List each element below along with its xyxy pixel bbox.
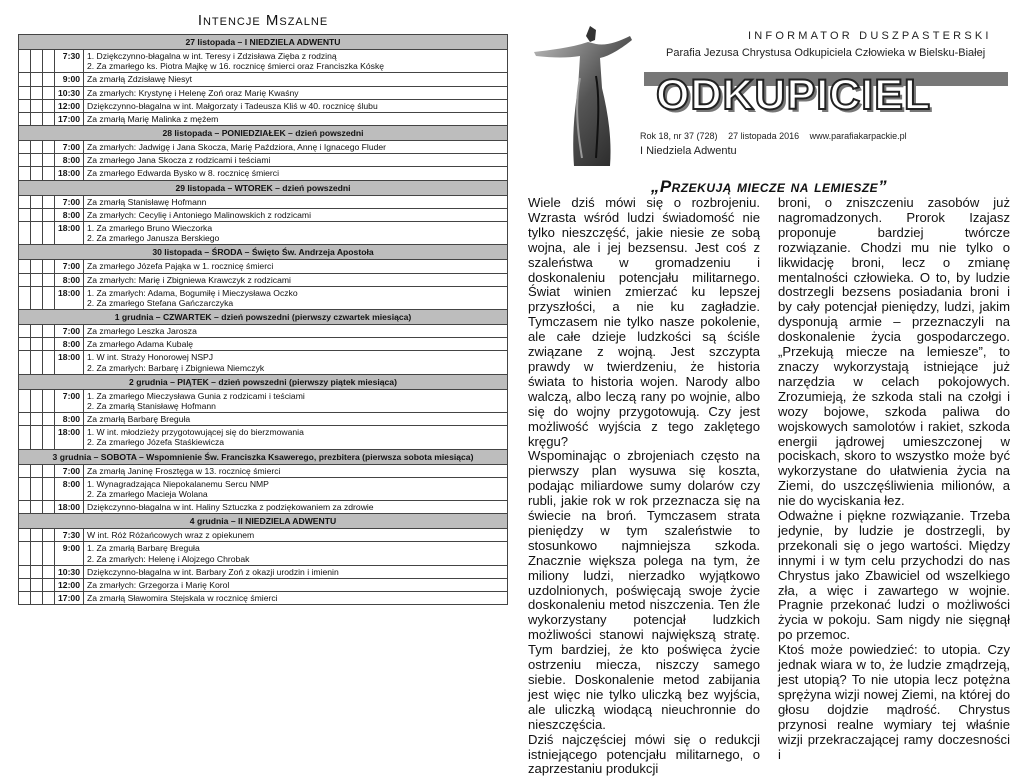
blank-cell bbox=[43, 86, 55, 99]
intention-row bbox=[19, 389, 508, 412]
blank-cell bbox=[43, 112, 55, 125]
intention-text: 1. Za zmarłych: Adama, Bogumiłę i Mieczysława Oczko 2. Za zmarłego Stefana Gańczarczyka bbox=[84, 286, 508, 309]
intention-text: Za zmarłą Janinę Frosztęga w 13. rocznicę śmierci bbox=[84, 464, 508, 477]
blank-cell bbox=[19, 167, 31, 180]
article-paragraph: Odważne i piękne rozwiązanie. Trzeba jedynie, by ludzie je dostrzegli, by przekonali się o jego wartości. Między innymi i w tym celu przychodzi do nas Chrystus jako Zbawiciel od wszelkiego zła, a więc i zawartego w wojnie. Pragnie przekonać ludzi o możliwości życia w pokoju. Sam nigdy nie sięgnął po przemoc. bbox=[778, 508, 1010, 643]
intention-row bbox=[19, 542, 508, 565]
intention-text: Za zmarłego Adama Kubalę bbox=[84, 338, 508, 351]
sunday-name: I Niedziela Adwentu bbox=[640, 145, 737, 157]
mass-time: 10:30 bbox=[55, 565, 84, 578]
day-header-row bbox=[19, 180, 508, 195]
blank-cell bbox=[43, 195, 55, 208]
blank-cell bbox=[31, 221, 43, 244]
newsletter-logo: ODKUPICIEL bbox=[656, 71, 932, 119]
intention-row bbox=[19, 413, 508, 426]
intention-row bbox=[19, 565, 508, 578]
mass-time: 12:00 bbox=[55, 99, 84, 112]
blank-cell bbox=[31, 273, 43, 286]
blank-cell bbox=[19, 86, 31, 99]
article-column-2 bbox=[778, 196, 1010, 777]
intention-text: Za zmarłą Zdzisławę Niesyt bbox=[84, 73, 508, 86]
day-header: 4 grudnia – II NIEDZIELA ADWENTU bbox=[19, 514, 508, 529]
blank-cell bbox=[31, 195, 43, 208]
intention-row bbox=[19, 286, 508, 309]
day-header: 29 listopada – WTOREK – dzień powszedni bbox=[19, 180, 508, 195]
blank-cell bbox=[19, 477, 31, 500]
blank-cell bbox=[31, 351, 43, 374]
article-paragraph: broni, o zniszczeniu zasobów już nagromadzonych. Prorok Izajasz proponuje bardziej twórcze rozwiązanie. Chodzi mu nie tylko o likwidację broni, lecz o zmianę mentalności człowieka. O to, by ludzie dostrzegli bezsens posiadania broni i by cały potencjał pieniędzy, ludzi, jakim dysponują armie – przeznaczyli na doskonalenie życia gospodarczego. „Przekują miecze na lemiesze”, to znaczy wykorzystają istniejące już narzędzia w celach pokojowych. Zrozumieją, że szkoda stali na czołgi i wozy bojowe, szkoda paliwa do wojskowych samolotów i rakiet, szkoda energii jądrowej umieszczonej w pociskach, skoro to wszystko może być wykorzystane do ułatwienia życia na Ziemi, do uszczęśliwienia milionów, a nie do wyciskania łez. bbox=[778, 195, 1010, 509]
mass-time: 7:30 bbox=[55, 50, 84, 73]
mass-time: 7:00 bbox=[55, 464, 84, 477]
blank-cell bbox=[43, 464, 55, 477]
mass-time: 9:00 bbox=[55, 542, 84, 565]
blank-cell bbox=[43, 50, 55, 73]
intention-text: Za zmarłego Józefa Pająka w 1. rocznicę śmierci bbox=[84, 260, 508, 273]
blank-cell bbox=[31, 501, 43, 514]
blank-cell bbox=[31, 73, 43, 86]
mass-time: 18:00 bbox=[55, 167, 84, 180]
blank-cell bbox=[19, 208, 31, 221]
intention-row bbox=[19, 195, 508, 208]
intention-row bbox=[19, 464, 508, 477]
article-paragraph: Dziś najczęściej mówi się o redukcji istniejącego potencjału militarnego, o zaprzestaniu produkcji bbox=[528, 731, 760, 777]
blank-cell bbox=[43, 413, 55, 426]
intention-row bbox=[19, 325, 508, 338]
intention-text: 1. Dziękczynno-błagalna w int. Teresy i Zdzisława Zięba z rodziną 2. Za zmarłego ks. Piotra Majkę w 16. rocznicę śmierci oraz Franciszka Kóskę bbox=[84, 50, 508, 73]
intention-text: Za zmarłą Sławomira Stejskala w rocznicę śmierci bbox=[84, 592, 508, 605]
day-header-row bbox=[19, 35, 508, 50]
intention-row bbox=[19, 221, 508, 244]
issue-number: Rok 18, nr 37 (728) bbox=[640, 131, 718, 141]
blank-cell bbox=[19, 221, 31, 244]
blank-cell bbox=[43, 286, 55, 309]
day-header-row bbox=[19, 245, 508, 260]
blank-cell bbox=[43, 325, 55, 338]
blank-cell bbox=[43, 221, 55, 244]
mass-time: 7:00 bbox=[55, 260, 84, 273]
blank-cell bbox=[43, 167, 55, 180]
blank-cell bbox=[31, 50, 43, 73]
intention-text: Za zmarłą Marię Malinka z mężem bbox=[84, 112, 508, 125]
mass-time: 8:00 bbox=[55, 338, 84, 351]
blank-cell bbox=[43, 273, 55, 286]
schedule-table bbox=[18, 34, 508, 605]
intention-text: Za zmarłych: Grzegorza i Marię Korol bbox=[84, 578, 508, 591]
blank-cell bbox=[43, 351, 55, 374]
blank-cell bbox=[43, 529, 55, 542]
intention-text: Dziękczynno-błagalna w int. Haliny Sztuczka z podziękowaniem za zdrowie bbox=[84, 501, 508, 514]
article-column-1 bbox=[528, 196, 760, 777]
intention-text: Za zmarłego Leszka Jarosza bbox=[84, 325, 508, 338]
blank-cell bbox=[19, 338, 31, 351]
intention-text: Za zmarłych: Marię i Zbigniewa Krawczyk z rodzicami bbox=[84, 273, 508, 286]
blank-cell bbox=[31, 464, 43, 477]
intention-text: 1. W int. młodzieży przygotowującej się do bierzmowania 2. Za zmarłego Józefa Staśkiewicza bbox=[84, 426, 508, 449]
intention-text: Dziękczynno-błagalna w int. Małgorzaty i Tadeusza Kliś w 40. rocznicę ślubu bbox=[84, 99, 508, 112]
mass-time: 18:00 bbox=[55, 286, 84, 309]
mass-time: 8:00 bbox=[55, 208, 84, 221]
parish-name: Parafia Jezusa Chrystusa Odkupiciela Człowieka w Bielsku-Białej bbox=[666, 47, 986, 59]
blank-cell bbox=[19, 195, 31, 208]
blank-cell bbox=[19, 286, 31, 309]
intention-row bbox=[19, 208, 508, 221]
mass-time: 7:30 bbox=[55, 529, 84, 542]
article-body bbox=[528, 196, 1010, 777]
intention-row bbox=[19, 592, 508, 605]
blank-cell bbox=[19, 501, 31, 514]
mass-intentions-section bbox=[18, 8, 508, 605]
blank-cell bbox=[19, 592, 31, 605]
blank-cell bbox=[31, 426, 43, 449]
day-header: 1 grudnia – CZWARTEK – dzień powszedni (pierwszy czwartek miesiąca) bbox=[19, 309, 508, 324]
intention-text: 1. Wynagradzająca Niepokalanemu Sercu NMP 2. Za zmarłego Macieja Wolana bbox=[84, 477, 508, 500]
day-header: 28 listopada – PONIEDZIAŁEK – dzień powszedni bbox=[19, 125, 508, 140]
intention-row bbox=[19, 50, 508, 73]
blank-cell bbox=[43, 99, 55, 112]
mass-time: 8:00 bbox=[55, 477, 84, 500]
mass-time: 7:00 bbox=[55, 141, 84, 154]
intention-row bbox=[19, 501, 508, 514]
intention-row bbox=[19, 578, 508, 591]
intention-row bbox=[19, 426, 508, 449]
intention-row bbox=[19, 338, 508, 351]
blank-cell bbox=[19, 464, 31, 477]
blank-cell bbox=[31, 286, 43, 309]
blank-cell bbox=[31, 389, 43, 412]
blank-cell bbox=[19, 273, 31, 286]
newsletter-front bbox=[528, 10, 1010, 777]
blank-cell bbox=[19, 99, 31, 112]
intention-text: W int. Róż Różańcowych wraz z opiekunem bbox=[84, 529, 508, 542]
intention-text: Za zmarłą Barbarę Breguła bbox=[84, 413, 508, 426]
intention-row bbox=[19, 86, 508, 99]
blank-cell bbox=[31, 592, 43, 605]
blank-cell bbox=[19, 413, 31, 426]
blank-cell bbox=[31, 477, 43, 500]
intention-row bbox=[19, 73, 508, 86]
blank-cell bbox=[19, 73, 31, 86]
blank-cell bbox=[19, 389, 31, 412]
mass-time: 8:00 bbox=[55, 154, 84, 167]
blank-cell bbox=[31, 154, 43, 167]
website-link[interactable]: www.parafiakarpackie.pl bbox=[809, 131, 907, 141]
day-header-row bbox=[19, 374, 508, 389]
mass-time: 12:00 bbox=[55, 578, 84, 591]
blank-cell bbox=[31, 413, 43, 426]
blank-cell bbox=[43, 592, 55, 605]
mass-time: 10:30 bbox=[55, 86, 84, 99]
day-header-row bbox=[19, 449, 508, 464]
blank-cell bbox=[19, 141, 31, 154]
intention-text: Za zmarłych: Jadwigę i Jana Skocza, Marię Paździora, Annę i Ignacego Fluder bbox=[84, 141, 508, 154]
intention-text: 1. Za zmarłego Mieczysława Gunia z rodzicami i teściami 2. Za zmarłą Stanisławę Hofmann bbox=[84, 389, 508, 412]
mass-time: 18:00 bbox=[55, 221, 84, 244]
blank-cell bbox=[19, 426, 31, 449]
blank-cell bbox=[19, 529, 31, 542]
blank-cell bbox=[31, 578, 43, 591]
article-title: „Przekują miecze na lemiesze” bbox=[650, 177, 888, 196]
blank-cell bbox=[31, 112, 43, 125]
mass-time: 8:00 bbox=[55, 273, 84, 286]
blank-cell bbox=[19, 154, 31, 167]
intention-text: Dziękczynno-błagalna w int. Barbary Zoń z okazji urodzin i imienin bbox=[84, 565, 508, 578]
intention-text: Za zmarłą Stanisławę Hofmann bbox=[84, 195, 508, 208]
intention-text: 1. W int. Straży Honorowej NSPJ 2. Za zmarłych: Barbarę i Zbigniewa Niemczyk bbox=[84, 351, 508, 374]
day-header-row bbox=[19, 125, 508, 140]
mass-time: 7:00 bbox=[55, 195, 84, 208]
blank-cell bbox=[19, 351, 31, 374]
intention-row bbox=[19, 477, 508, 500]
intention-row bbox=[19, 141, 508, 154]
blank-cell bbox=[31, 167, 43, 180]
blank-cell bbox=[19, 260, 31, 273]
article-paragraph: Ktoś może powiedzieć: to utopia. Czy jednak wiara w to, że ludzie zmądrzeją, jest utopią? To nie utopia lecz potężna sprężyna wizji nowej Ziemi, na której do głosu dojdzie mądrość. Chrystus przynosi realne wymiary tej właśnie wizji przekraczającej ramy doczesności i bbox=[778, 642, 1010, 762]
article-paragraph: Wspominając o zbrojeniach często na pierwszy plan wysuwa się koszta, podając miliardowe sumy dolarów czy rubli, jakie rok w rok przeznacza się na świecie na broń. Tymczasem strata pieniędzy w tym szaleństwie to stosunkowo najmniejsza szkoda. Znacznie większa polega na tym, że miliony ludzi, nierzadko wyjątkowo uzdolnionych, poświęcają swoje życie doskonaleniu metod niszczenia. Ten źle wykorzystany potencjał ludzkich możliwości stanowi największą stratę. Tym bardziej, że kto poświęca życie ostrzeniu miecza, niszczy samego siebie. Doskonalenie metod zabijania jest więc nie tylko uliczką bez wyjścia, ale uliczką wiodącą nieuchronnie do nieszczęścia. bbox=[528, 448, 760, 732]
day-header: 30 listopada – ŚRODA – Święto Św. Andrzeja Apostoła bbox=[19, 245, 508, 260]
article-paragraph: Wiele dziś mówi się o rozbrojeniu. Wzrasta wśród ludzi świadomość nie tylko nieszczęść, jakie niesie ze sobą wojna, ale i jej bezsensu. Jest coś z szaleństwa w gromadzeniu i doskonaleniu potencjału militarnego. Świat winien zmierzać ku lepszej przyszłości, a nie ku zagładzie. Tymczasem nie tylko nasze pokolenie, ale całe dzieje ludzkości są ściśle związane z wojną. Jest szczypta prawdy w twierdzeniu, że historia świata to historia wojen. Narody albo walczą, albo leczą rany po wojnie, albo się do wojny przygotowują. Czy jest możliwość wyjścia z tego zaklętego kręgu? bbox=[528, 195, 760, 449]
blank-cell bbox=[43, 578, 55, 591]
blank-cell bbox=[43, 141, 55, 154]
blank-cell bbox=[43, 501, 55, 514]
mass-time: 8:00 bbox=[55, 413, 84, 426]
blank-cell bbox=[43, 208, 55, 221]
blank-cell bbox=[31, 542, 43, 565]
blank-cell bbox=[19, 542, 31, 565]
intention-row bbox=[19, 99, 508, 112]
intention-row bbox=[19, 529, 508, 542]
blank-cell bbox=[31, 99, 43, 112]
blank-cell bbox=[31, 338, 43, 351]
intention-text: Za zmarłych: Cecylię i Antoniego Malinowskich z rodzicami bbox=[84, 208, 508, 221]
intention-text: 1. Za zmarłą Barbarę Breguła 2. Za zmarłych: Helenę i Alojzego Chrobak bbox=[84, 542, 508, 565]
blank-cell bbox=[43, 338, 55, 351]
masthead bbox=[528, 10, 1010, 155]
informator-label: INFORMATOR DUSZPASTERSKI bbox=[748, 30, 992, 42]
blank-cell bbox=[19, 50, 31, 73]
intention-row bbox=[19, 351, 508, 374]
intention-row bbox=[19, 112, 508, 125]
blank-cell bbox=[43, 477, 55, 500]
blank-cell bbox=[31, 208, 43, 221]
blank-cell bbox=[43, 426, 55, 449]
issue-date: 27 listopada 2016 bbox=[728, 131, 800, 141]
day-header: 27 listopada – I NIEDZIELA ADWENTU bbox=[19, 35, 508, 50]
blank-cell bbox=[19, 565, 31, 578]
blank-cell bbox=[19, 325, 31, 338]
blank-cell bbox=[43, 565, 55, 578]
intention-row bbox=[19, 154, 508, 167]
intention-row bbox=[19, 273, 508, 286]
blank-cell bbox=[31, 529, 43, 542]
blank-cell bbox=[43, 260, 55, 273]
schedule-title: Intencje Mszalne bbox=[197, 12, 329, 29]
blank-cell bbox=[31, 86, 43, 99]
mass-time: 18:00 bbox=[55, 426, 84, 449]
blank-cell bbox=[19, 112, 31, 125]
blank-cell bbox=[31, 325, 43, 338]
intention-text: 1. Za zmarłego Bruno Wieczorka 2. Za zmarłego Janusza Berskiego bbox=[84, 221, 508, 244]
blank-cell bbox=[43, 542, 55, 565]
day-header-row bbox=[19, 309, 508, 324]
blank-cell bbox=[43, 73, 55, 86]
mass-time: 17:00 bbox=[55, 112, 84, 125]
issue-info bbox=[640, 131, 915, 141]
intention-row bbox=[19, 167, 508, 180]
mass-time: 18:00 bbox=[55, 501, 84, 514]
mass-time: 9:00 bbox=[55, 73, 84, 86]
intention-text: Za zmarłego Edwarda Bysko w 8. rocznicę śmierci bbox=[84, 167, 508, 180]
mass-time: 18:00 bbox=[55, 351, 84, 374]
day-header: 2 grudnia – PIĄTEK – dzień powszedni (pierwszy piątek miesiąca) bbox=[19, 374, 508, 389]
mass-time: 17:00 bbox=[55, 592, 84, 605]
blank-cell bbox=[31, 141, 43, 154]
day-header: 3 grudnia – SOBOTA – Wspomnienie Św. Franciszka Ksawerego, prezbitera (pierwsza sobota miesiąca) bbox=[19, 449, 508, 464]
mass-time: 7:00 bbox=[55, 325, 84, 338]
intention-text: Za zmarłych: Krystynę i Helenę Zoń oraz Marię Kwaśny bbox=[84, 86, 508, 99]
blank-cell bbox=[43, 154, 55, 167]
christ-statue-image bbox=[530, 18, 644, 166]
blank-cell bbox=[19, 578, 31, 591]
intention-row bbox=[19, 260, 508, 273]
intention-text: Za zmarłego Jana Skocza z rodzicami i teściami bbox=[84, 154, 508, 167]
blank-cell bbox=[43, 389, 55, 412]
day-header-row bbox=[19, 514, 508, 529]
blank-cell bbox=[31, 260, 43, 273]
mass-time: 7:00 bbox=[55, 389, 84, 412]
blank-cell bbox=[31, 565, 43, 578]
